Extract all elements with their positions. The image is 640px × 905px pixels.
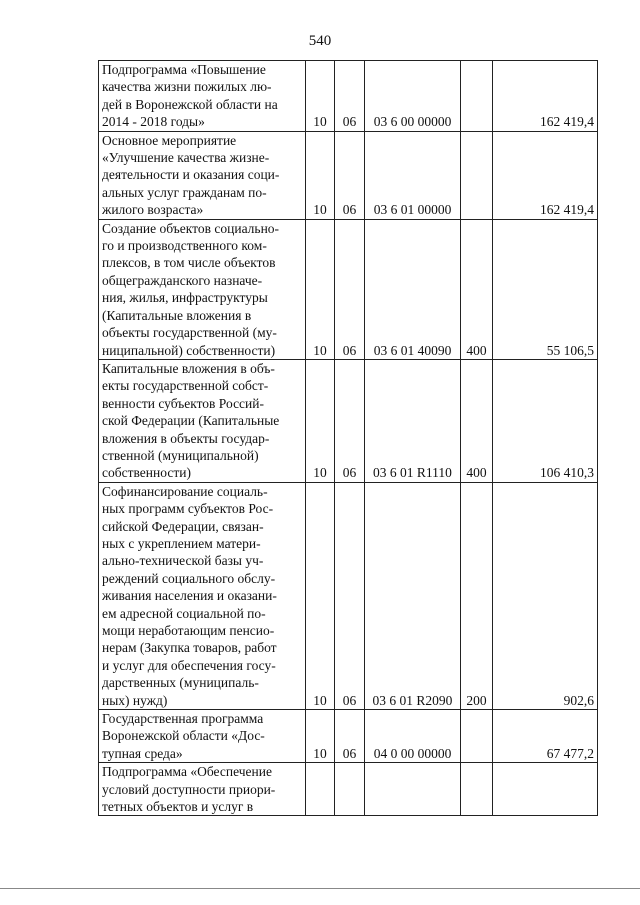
cell-rz: 10	[306, 219, 335, 359]
cell-rz: 10	[306, 482, 335, 709]
table-row	[99, 359, 598, 482]
cell-pr: 06	[335, 710, 365, 763]
cell-csr: 03 6 01 40090	[365, 219, 461, 359]
cell-vr	[461, 61, 493, 132]
name-line: 2014 - 2018 годы»	[102, 114, 205, 130]
cell-csr: 03 6 00 00000	[365, 61, 461, 132]
name-line: венности субъектов Россий-	[102, 395, 264, 411]
name-line: деятельности и оказания соци-	[102, 167, 280, 183]
name-line: ниципальной) собственности)	[102, 342, 276, 358]
table-row	[99, 763, 598, 816]
cell-pr: 06	[335, 359, 365, 482]
cell-sum: 162 419,4	[493, 61, 598, 132]
cell-rz: 10	[306, 359, 335, 482]
cell-pr: 06	[335, 219, 365, 359]
cell-sum: 902,6	[493, 482, 598, 709]
cell-csr	[365, 763, 461, 816]
name-line: Воронежской области «Дос-	[102, 728, 265, 744]
cell-name	[99, 763, 306, 816]
cell-name	[99, 482, 306, 709]
cell-csr: 04 0 00 00000	[365, 710, 461, 763]
cell-vr: 200	[461, 482, 493, 709]
name-line: сийской Федерации, связан-	[102, 518, 264, 534]
name-line: ных с укреплением матери-	[102, 535, 261, 551]
name-line: «Улучшение качества жизне-	[102, 150, 270, 166]
cell-csr: 03 6 01 00000	[365, 131, 461, 219]
name-line: ния, жилья, инфраструктуры	[102, 290, 268, 306]
name-line: вложения в объекты государ-	[102, 430, 270, 446]
name-line: дей в Воронежской области на	[102, 96, 278, 112]
table-row	[99, 61, 598, 132]
cell-sum	[493, 763, 598, 816]
name-line: ных программ субъектов Рос-	[102, 501, 274, 517]
cell-pr: 06	[335, 482, 365, 709]
cell-pr: 06	[335, 61, 365, 132]
name-line: ально-технической базы уч-	[102, 553, 264, 569]
budget-table	[98, 60, 598, 816]
cell-pr: 06	[335, 131, 365, 219]
page-number: 540	[308, 33, 332, 49]
table-row	[99, 482, 598, 709]
name-line: и услуг для обеспечения госу-	[102, 657, 276, 673]
name-line: мощи неработающим пенсио-	[102, 623, 275, 638]
name-line: го и производственного ком-	[102, 238, 267, 254]
name-line: ственной (муниципальной)	[102, 447, 259, 463]
bottom-rule	[0, 888, 640, 889]
table-row	[99, 710, 598, 763]
name-line: объекты государственной (му-	[102, 325, 277, 341]
cell-rz: 10	[306, 710, 335, 763]
name-line: (Капитальные вложения в	[102, 307, 252, 323]
name-line: Софинансирование социаль-	[102, 483, 268, 499]
cell-name	[99, 219, 306, 359]
name-line: собственности)	[102, 465, 191, 481]
name-line: Государственная программа	[102, 711, 264, 727]
name-line: плексов, в том числе объектов	[102, 255, 276, 271]
name-line: Подпрограмма «Обеспечение	[102, 764, 272, 780]
name-line: Капитальные вложения в объ-	[102, 360, 275, 376]
cell-vr	[461, 763, 493, 816]
name-line: Подпрограмма «Повышение	[102, 62, 266, 77]
cell-vr	[461, 710, 493, 763]
cell-name	[99, 131, 306, 219]
name-line: общегражданского назначе-	[102, 272, 263, 288]
name-line: альных услуг гражданам по-	[102, 184, 267, 200]
cell-rz: 10	[306, 61, 335, 132]
cell-sum: 67 477,2	[493, 710, 598, 763]
name-line: ем адресной социальной по-	[102, 605, 266, 621]
name-line: Основное мероприятие	[102, 132, 237, 148]
name-line: реждений социального обслу-	[102, 570, 276, 586]
name-line: живания населения и оказани-	[102, 588, 277, 604]
cell-pr	[335, 763, 365, 816]
cell-csr: 03 6 01 R2090	[365, 482, 461, 709]
cell-vr: 400	[461, 359, 493, 482]
cell-name	[99, 359, 306, 482]
name-line: нерам (Закупка товаров, работ	[102, 640, 277, 656]
cell-csr: 03 6 01 R1110	[365, 359, 461, 482]
name-line: ской Федерации (Капитальные	[102, 413, 280, 429]
name-line: Создание объектов социально-	[102, 220, 280, 236]
cell-sum: 55 106,5	[493, 219, 598, 359]
budget-table-body	[99, 61, 598, 816]
cell-rz	[306, 763, 335, 816]
name-line: качества жизни пожилых лю-	[102, 79, 272, 95]
name-line: условий доступности приори-	[102, 781, 276, 797]
name-line: тетных объектов и услуг в	[102, 799, 254, 815]
name-line: тупная среда»	[102, 745, 183, 761]
cell-name	[99, 710, 306, 763]
cell-sum: 106 410,3	[493, 359, 598, 482]
table-row	[99, 131, 598, 219]
cell-vr: 400	[461, 219, 493, 359]
cell-rz: 10	[306, 131, 335, 219]
name-line: жилого возраста»	[102, 202, 204, 218]
cell-vr	[461, 131, 493, 219]
cell-name	[99, 61, 306, 132]
name-line: екты государственной собст-	[102, 378, 269, 394]
name-line: дарственных (муниципаль-	[102, 675, 259, 691]
table-row	[99, 219, 598, 359]
cell-sum: 162 419,4	[493, 131, 598, 219]
name-line: ных) нужд)	[102, 692, 168, 708]
